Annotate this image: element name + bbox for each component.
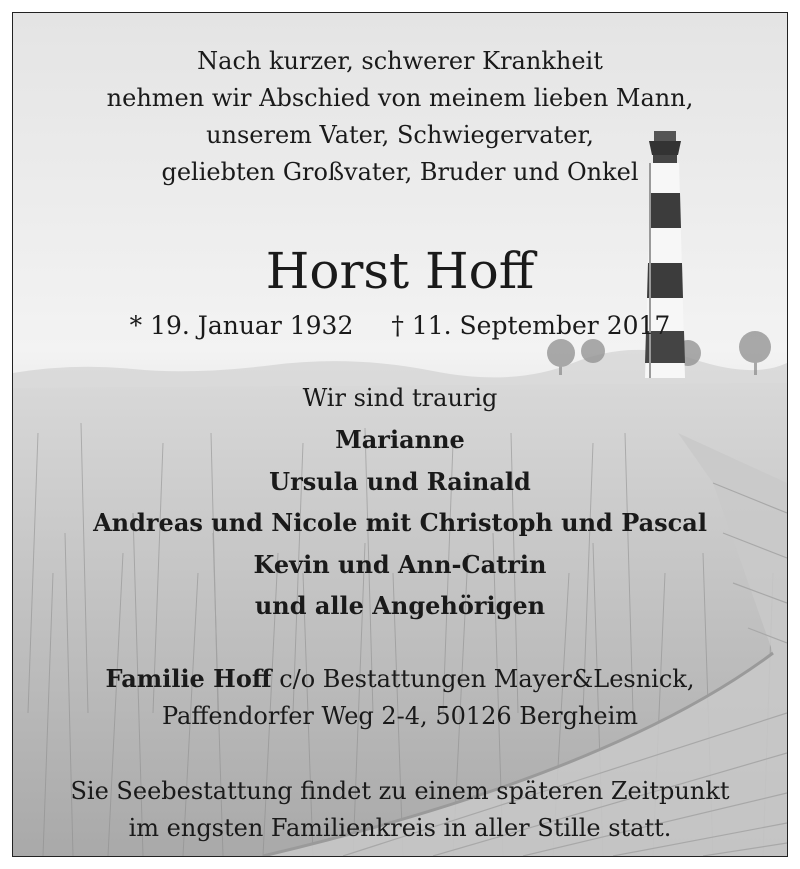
burial-notice (13, 773, 787, 847)
intro-line: geliebten Großvater, Bruder und Onkel (161, 158, 639, 186)
death-date: † 11. September 2017 (391, 311, 671, 340)
intro-line: Nach kurzer, schwerer Krankheit (197, 47, 603, 75)
intro-line: unserem Vater, Schwiegervater, (206, 121, 594, 149)
care-of: c/o Bestattungen Mayer&Lesnick, (279, 665, 695, 693)
mourning-intro: Wir sind traurig (302, 384, 498, 412)
burial-line: im engsten Familienkreis in aller Stille statt. (128, 814, 672, 842)
mourner-list (13, 419, 787, 627)
mourner-name: Kevin und Ann-Catrin (253, 549, 547, 579)
family-name: Familie Hoff (105, 664, 272, 693)
mourner-name: Ursula und Rainald (269, 466, 531, 496)
intro-text (13, 43, 787, 191)
life-dates (13, 309, 787, 343)
obituary-frame (12, 12, 788, 857)
birth-date: * 19. Januar 1932 (129, 311, 354, 340)
burial-line: Sie Seebestattung findet zu einem späteren Zeitpunkt (70, 777, 730, 805)
street-address: Paffendorfer Weg 2-4, 50126 Bergheim (161, 702, 639, 730)
mourner-name: Andreas und Nicole mit Christoph und Pascal (93, 508, 707, 537)
contact-address (13, 660, 787, 735)
mourner-name: Marianne (335, 425, 465, 454)
mourner-name: und alle Angehörigen (254, 591, 546, 620)
deceased-name: Horst Hoff (265, 242, 535, 300)
intro-line: nehmen wir Abschied von meinem lieben Mann, (106, 84, 694, 112)
contact-line (13, 660, 787, 698)
